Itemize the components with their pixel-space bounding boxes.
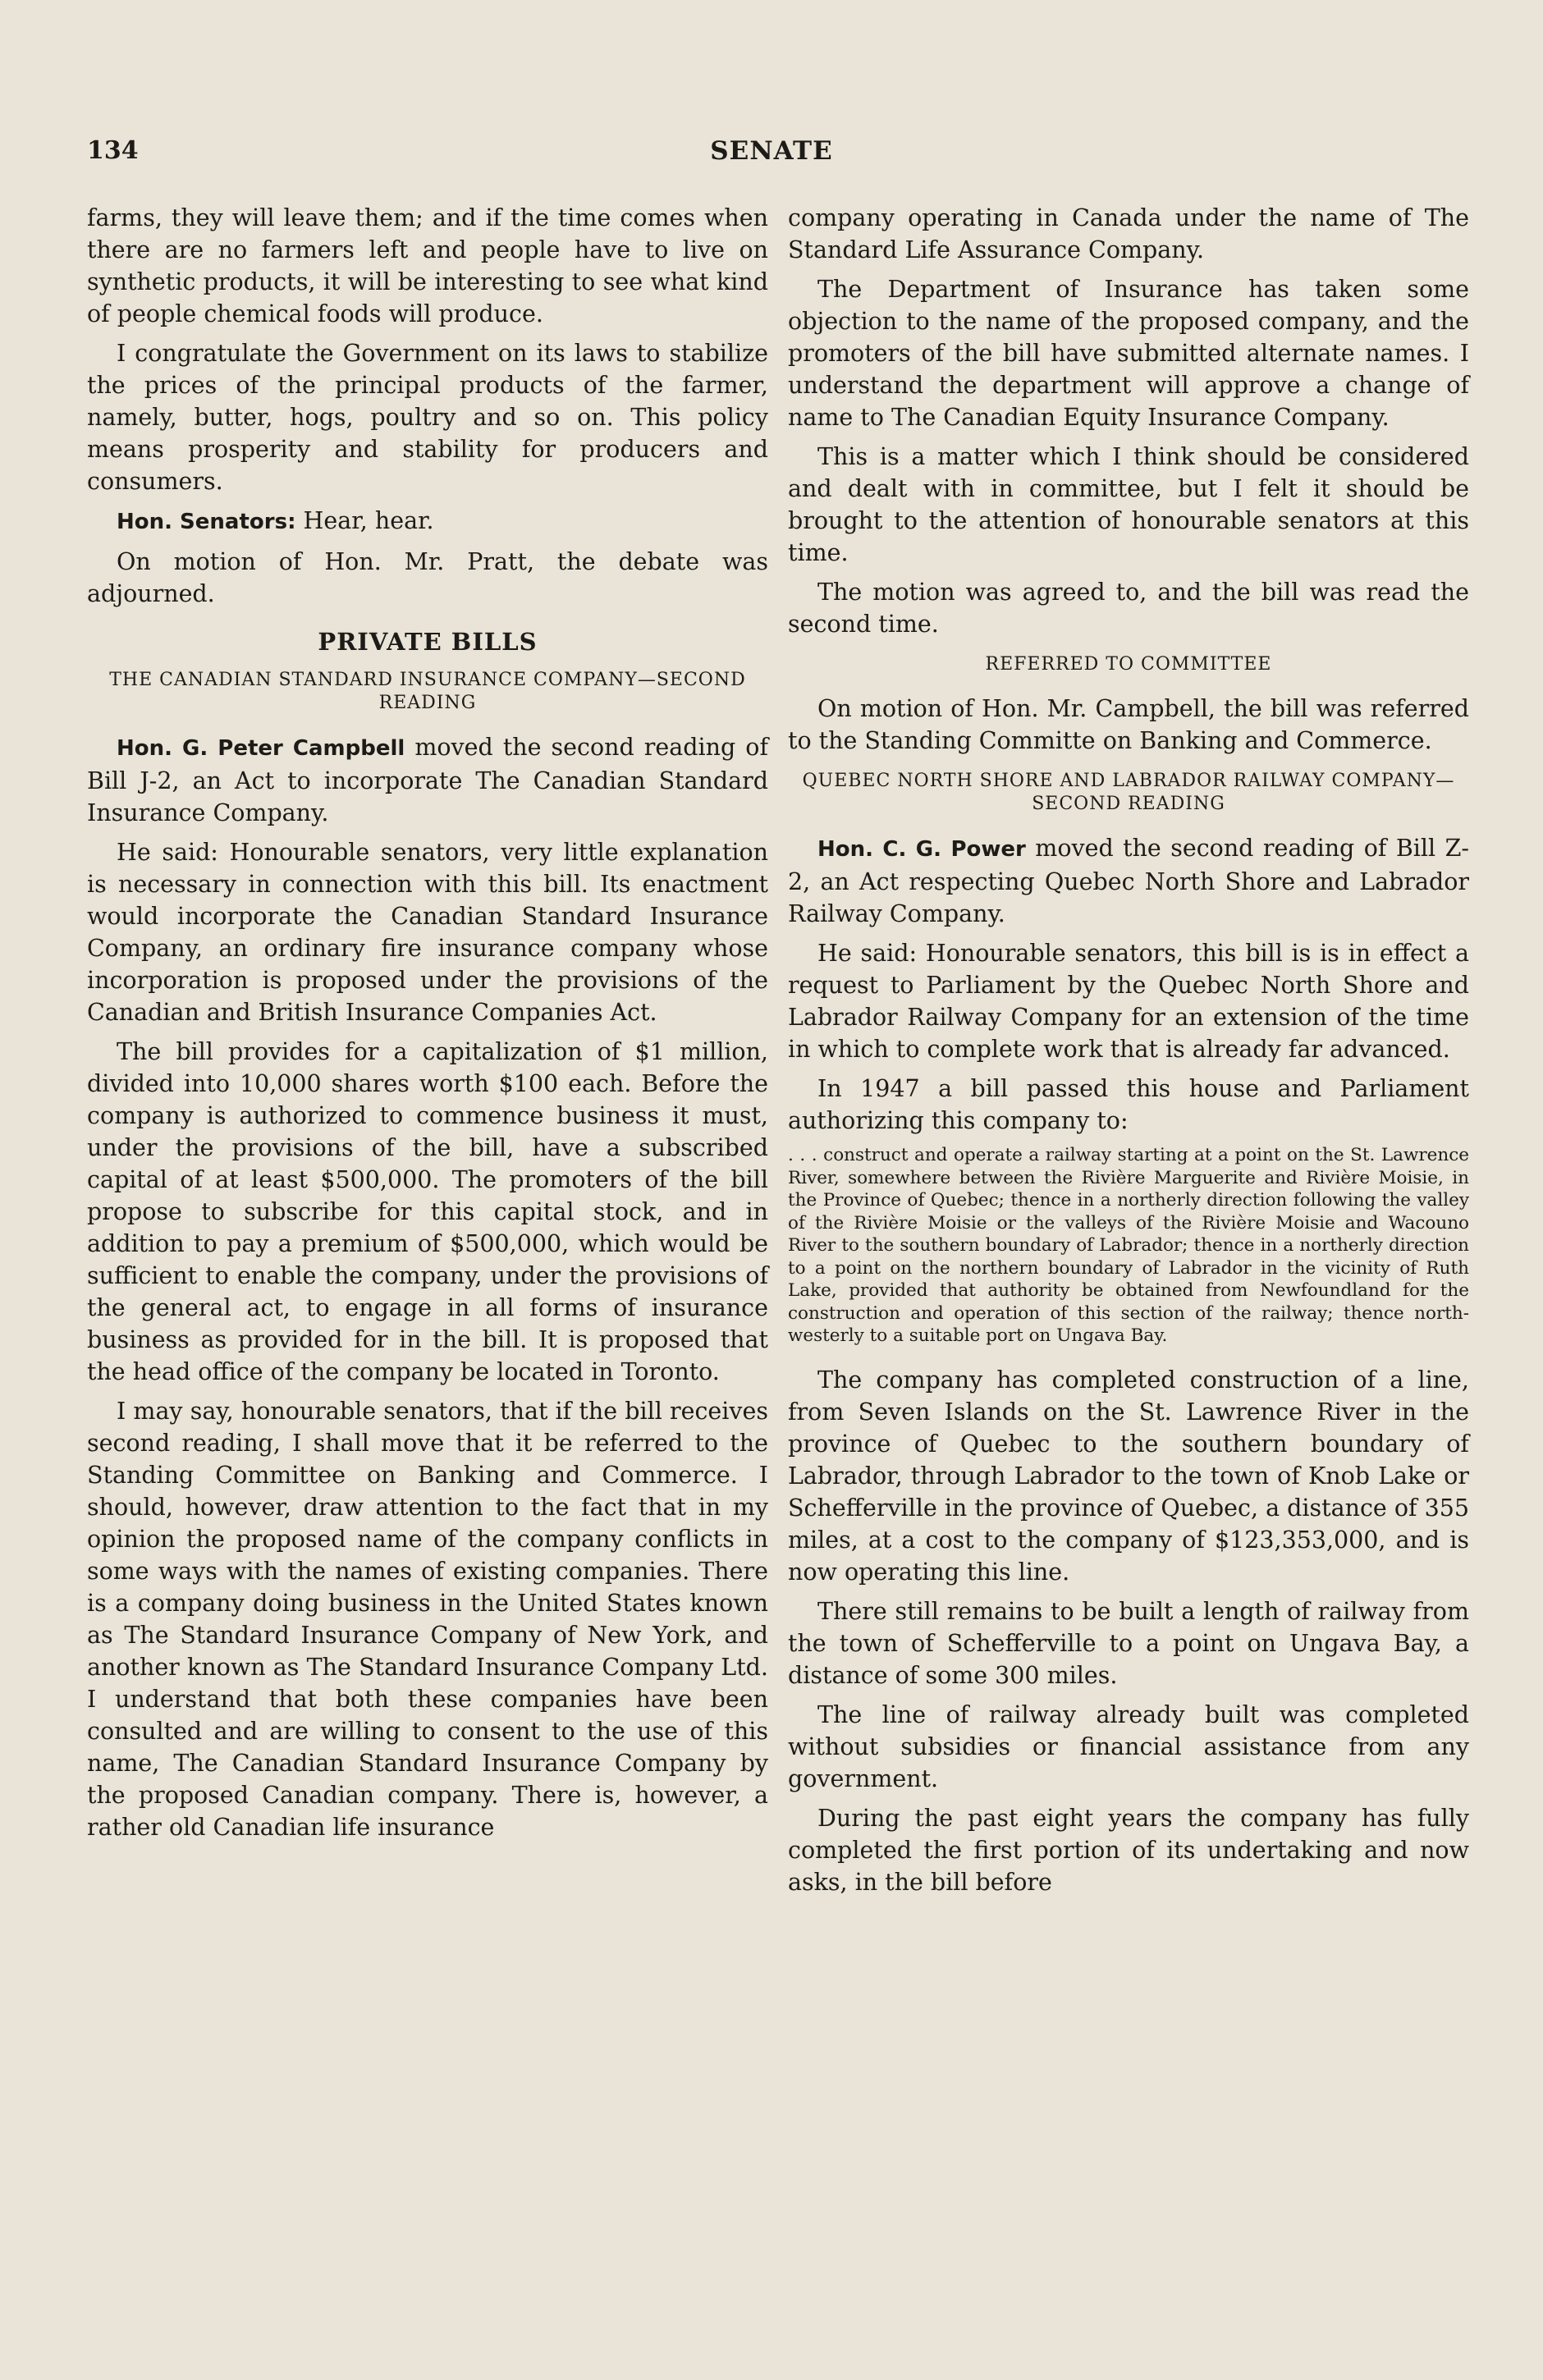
speaker-name: Hon. C. G. Power	[817, 837, 1026, 862]
running-head: SENATE	[710, 136, 833, 166]
subsection-heading: THE CANADIAN STANDARD INSURANCE COMPANY—SECOND READING	[109, 670, 746, 713]
left-column	[87, 202, 768, 1851]
paragraph: On motion of Hon. Mr. Campbell, the bill was referred to the Standing Committe on Banking and Commerce.	[788, 695, 1469, 754]
paragraph	[87, 505, 768, 538]
paragraph: The line of railway already built was completed without subsidies or financial assistance from any government.	[788, 1700, 1469, 1792]
page-header	[87, 136, 1456, 169]
block-quote: . . . construct and operate a railway starting at a point on the St. Lawrence River, somewhere between the Rivière Marguerite and Rivière Moisie, in the Province of Quebec; thence in a northerly direction following the valley of the Rivière Moisie or the valleys of the Rivière Moisie and Wacouno River to the southern boundary of Labrador; thence in a northerly direction to a point on the northern boundary of Labrador in the vicinity of Ruth Lake, provided that authority be obtained from Newfoundland for the construction and operation of this section of the railway; thence north-westerly to a suitable port on Ungava Bay.	[788, 1145, 1469, 1346]
paragraph: During the past eight years the company has fully completed the first portion of its undertaking and now asks, in the bill before	[788, 1804, 1469, 1896]
paragraph: The motion was agreed to, and the bill was read the second time.	[788, 579, 1469, 638]
paragraph	[788, 832, 1469, 930]
paragraph: This is a matter which I think should be considered and dealt with in committee, but I felt it should be brought to the attention of honourable senators at this time.	[788, 443, 1469, 566]
paragraph: The bill provides for a capitalization of $1 million, divided into 10,000 shares worth $100 each. Before the company is authorized to commence business it must, under the provisions of the bill, have a subscribed capital of at least $500,000. The promoters of the bill propose to subscribe for this capital stock, and in addition to pay a premium of $500,000, which would be sufficient to enable the company, under the provisions of the general act, to engage in all forms of insurance business as provided for in the bill. It is proposed that the head office of the company be located in Toronto.	[87, 1038, 768, 1385]
speaker-name: Hon. Senators:	[117, 510, 296, 534]
speaker-name: Hon. G. Peter Campbell	[117, 736, 405, 761]
speech-text: moved the second reading of Bill Z-2, an Act respecting Quebec North Shore and Labrador Railway Company.	[788, 835, 1470, 927]
speech-text: Hear, hear.	[295, 507, 434, 534]
paragraph: The Department of Insurance has taken some objection to the name of the proposed company, and the promoters of the bill have submitted alternate names. I understand the department will approve a change of name to The Canadian Equity Insurance Company.	[788, 276, 1469, 431]
paragraph: He said: Honourable senators, very little explanation is necessary in connection with this bill. Its enactment would incorporate the Canadian Standard Insurance Company, an ordinary fire insurance company whose incorporation is proposed under the provisions of the Canadian and British Insurance Companies Act.	[87, 839, 768, 1026]
subsection-heading: QUEBEC NORTH SHORE AND LABRADOR RAILWAY COMPANY—SECOND READING	[802, 771, 1455, 814]
speech-text: moved the second reading of Bill J-2, an Act to incorporate The Canadian Standard Insurance Company.	[87, 734, 768, 826]
paragraph: The company has completed construction of a line, from Seven Islands on the St. Lawrence River in the province of Quebec to the southern boundary of Labrador, through Labrador to the town of Knob Lake or Schefferville in the province of Quebec, a distance of 355 miles, at a cost to the company of $123,353,000, and is now operating this line.	[788, 1366, 1469, 1586]
right-column	[788, 202, 1469, 1906]
paragraph: In 1947 a bill passed this house and Parliament authorizing this company to:	[788, 1075, 1469, 1134]
page-number: 134	[87, 136, 139, 165]
subsection-heading: REFERRED TO COMMITTEE	[985, 654, 1272, 675]
paragraph: On motion of Hon. Mr. Pratt, the debate was adjourned.	[87, 548, 768, 607]
paragraph: company operating in Canada under the name of The Standard Life Assurance Company.	[788, 204, 1469, 263]
paragraph: There still remains to be built a length of railway from the town of Schefferville to a point on Ungava Bay, a distance of some 300 miles.	[788, 1597, 1469, 1689]
paragraph	[87, 731, 768, 829]
paragraph: I congratulate the Government on its laws to stabilize the prices of the principal products of the farmer, namely, butter, hogs, poultry and so on. This policy means prosperity and stability for producers and consumers.	[87, 340, 768, 495]
section-heading: PRIVATE BILLS	[318, 628, 538, 656]
paragraph: I may say, honourable senators, that if the bill receives second reading, I shall move that it be referred to the Standing Committee on Banking and Commerce. I should, however, draw attention to the fact that in my opinion the proposed name of the company conflicts in some ways with the names of existing companies. There is a company doing business in the United States known as The Standard Insurance Company of New York, and another known as The Standard Insurance Company Ltd. I understand that both these companies have been consulted and are willing to consent to the use of this name, The Canadian Standard Insurance Company by the proposed Canadian company. There is, however, a rather old Canadian life insurance	[87, 1398, 768, 1841]
paragraph: He said: Honourable senators, this bill is is in effect a request to Parliament by the Quebec North Shore and Labrador Railway Company for an extension of the time in which to complete work that is already far advanced.	[788, 940, 1469, 1063]
paragraph: farms, they will leave them; and if the time comes when there are no farmers left and people have to live on synthetic products, it will be interesting to see what kind of people chemical foods will produce.	[87, 204, 768, 327]
